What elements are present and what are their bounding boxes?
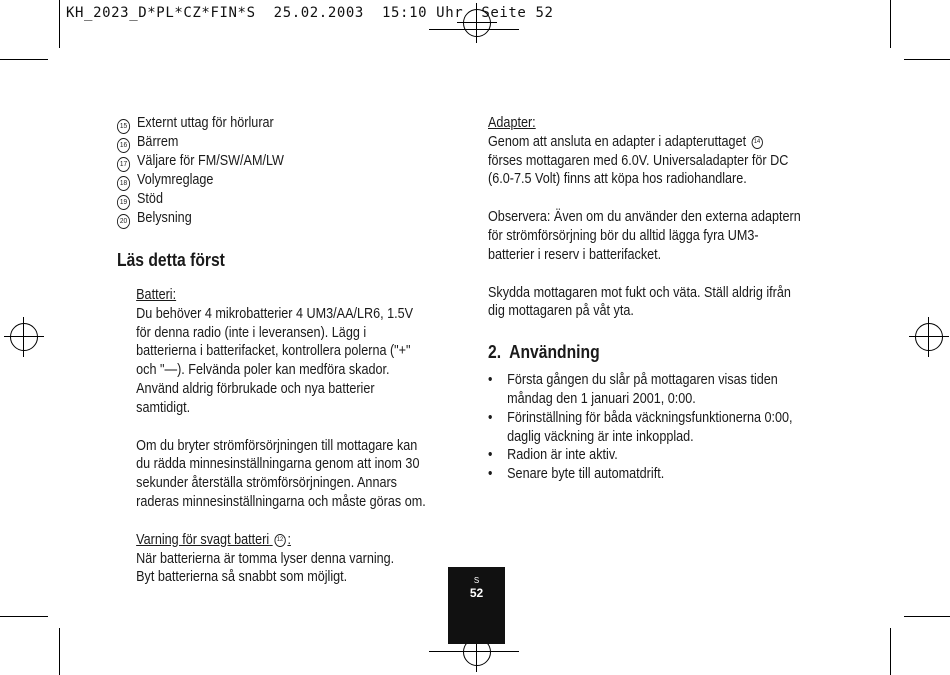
language-code: S <box>473 576 480 585</box>
crop-mark <box>0 616 48 617</box>
part-label: Externt uttag för hörlurar <box>137 115 274 131</box>
part-label: Belysning <box>137 210 192 226</box>
section-heading: 2. Användning <box>488 342 600 363</box>
list-item <box>117 171 426 190</box>
part-label: Stöd <box>137 191 163 207</box>
list-item: • Radion är inte aktiv. <box>488 446 801 465</box>
crop-mark <box>890 0 891 48</box>
circled-number: 16 <box>117 138 130 153</box>
circled-number: 12 <box>274 534 285 547</box>
circled-number: 15 <box>117 119 130 134</box>
protect-text: Skydda mottagaren mot fukt och väta. Ställ aldrig ifrån dig mottagaren på våt yta. <box>488 284 791 320</box>
part-label: Bärrem <box>137 134 179 150</box>
observe-text: Observera: Även om du använder den externa adaptern för strömförsörjning bör du alltid lägga fyra UM3-batterier i reserv i batterifacket. <box>488 209 801 263</box>
crop-mark <box>59 0 60 48</box>
list-item <box>117 133 426 152</box>
page-tab <box>448 567 505 644</box>
power-text: Om du bryter strömförsörjningen till mottagare kan du rädda minnesinställningarna genom att inom 30 sekunder återställa strömförsörjningen. Annars raderas minnesinställningarna och måste göras om. <box>136 437 426 510</box>
circled-number: 20 <box>117 214 130 229</box>
right-column <box>488 114 801 484</box>
list-item: • Senare byte till automatdrift. <box>488 465 801 484</box>
battery-section <box>136 286 426 587</box>
list-item: • Förinställning för båda väckningsfunktionerna 0:00, daglig väckning är inte inkopplad. <box>488 409 801 447</box>
battery-label: Batteri: <box>136 287 177 303</box>
warning-label: Varning för svagt batteri <box>136 531 270 548</box>
part-label: Volymreglage <box>137 172 214 188</box>
page-number: 52 <box>469 586 484 600</box>
warning-text: Byt batterierna så snabbt som möjligt. <box>136 569 348 586</box>
registration-mark-right <box>915 323 945 353</box>
crop-mark <box>904 59 950 60</box>
list-item <box>117 190 426 209</box>
usage-list <box>488 371 801 484</box>
adapter-text <box>488 133 801 152</box>
print-slug: KH_2023_D*PL*CZ*FIN*S 25.02.2003 15:10 Uhr Seite 52 <box>66 5 554 21</box>
circled-number: 18 <box>117 176 130 191</box>
list-item <box>117 209 426 228</box>
circled-number: 14 <box>751 136 762 149</box>
crop-mark <box>0 59 48 60</box>
part-label: Väljare för FM/SW/AM/LW <box>137 153 284 169</box>
warning-colon: : <box>287 531 291 548</box>
crop-mark <box>904 616 950 617</box>
section-heading: Läs detta först <box>117 250 225 270</box>
battery-text: Du behöver 4 mikrobatterier 4 UM3/AA/LR6, 1.5V för denna radio (inte i leveransen). Lägg i batterierna i batterifacket, kontrollera polerna ("+" och "—). Felvända poler kan medföra skador. Använd aldrig förbrukade och nya batterier samtidigt. <box>136 305 414 416</box>
parts-list <box>117 114 426 228</box>
adapter-label: Adapter: <box>488 115 536 131</box>
adapter-text-2: förses mottagaren med 6.0V. Universaladapter för DC (6.0-7.5 Volt) finns att köpa hos radiohandlare. <box>488 152 789 188</box>
left-column <box>117 114 426 587</box>
crop-mark <box>890 628 891 675</box>
list-item: • Första gången du slår på mottagaren visas tiden måndag den 1 januari 2001, 0:00. <box>488 371 801 409</box>
list-item <box>117 152 426 171</box>
warning-text: När batterierna är tomma lyser denna varning. <box>136 550 395 567</box>
list-item <box>117 114 426 133</box>
warning-label-line <box>136 531 426 550</box>
circled-number: 19 <box>117 195 130 210</box>
crop-mark <box>59 628 60 675</box>
adapter-text-1: Genom att ansluta en adapter i adapteruttaget <box>488 133 747 150</box>
registration-mark-left <box>10 323 40 353</box>
circled-number: 17 <box>117 157 130 172</box>
